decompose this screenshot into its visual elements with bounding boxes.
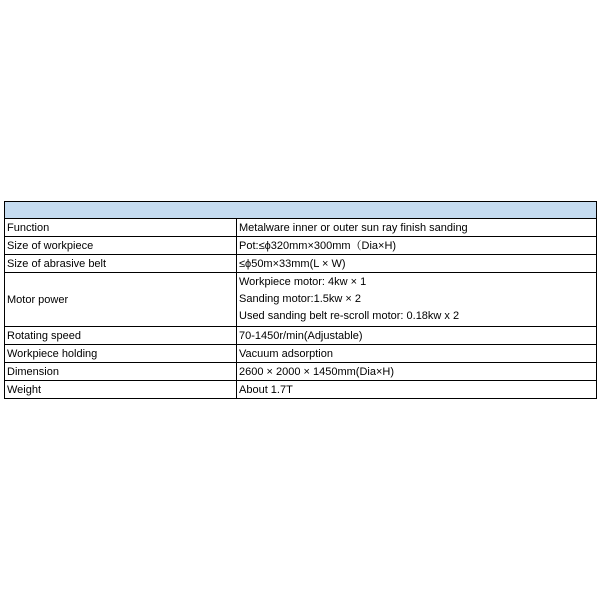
row-value-line: Sanding motor:1.5kw × 2 [239,293,361,305]
row-value: ≤ϕ50m×33mm(L × W) [237,255,597,273]
table-row-weight [5,381,597,399]
row-label: Rotating speed [5,327,237,345]
row-value: Metalware inner or outer sun ray finish sanding [237,219,597,237]
header-band-cell [5,202,597,219]
row-value-line: Used sanding belt re-scroll motor: 0.18kw x 2 [239,310,460,322]
row-value: Vacuum adsorption [237,345,597,363]
spec-table [4,201,597,399]
table-row-size-of-workpiece [5,237,597,255]
table-row-motor-power [5,273,597,327]
row-value: Pot:≤ϕ320mm×300mm（Dia×H) [237,237,597,255]
table-row-rotating-speed [5,327,597,345]
row-value-line: Workpiece motor: 4kw × 1 [239,276,367,288]
row-label: Size of workpiece [5,237,237,255]
row-value: 2600 × 2000 × 1450mm(Dia×H) [237,363,597,381]
table-row-function [5,219,597,237]
row-label: Function [5,219,237,237]
table-row-workpiece-holding [5,345,597,363]
row-value: 70-1450r/min(Adjustable) [237,327,597,345]
row-value: About 1.7T [237,381,597,399]
row-label: Motor power [5,273,237,327]
table-header-band [5,202,597,219]
row-value-multi [237,273,597,327]
row-label: Weight [5,381,237,399]
table-row-size-of-abrasive-belt [5,255,597,273]
row-label: Workpiece holding [5,345,237,363]
row-label: Size of abrasive belt [5,255,237,273]
table-row-dimension [5,363,597,381]
row-label: Dimension [5,363,237,381]
